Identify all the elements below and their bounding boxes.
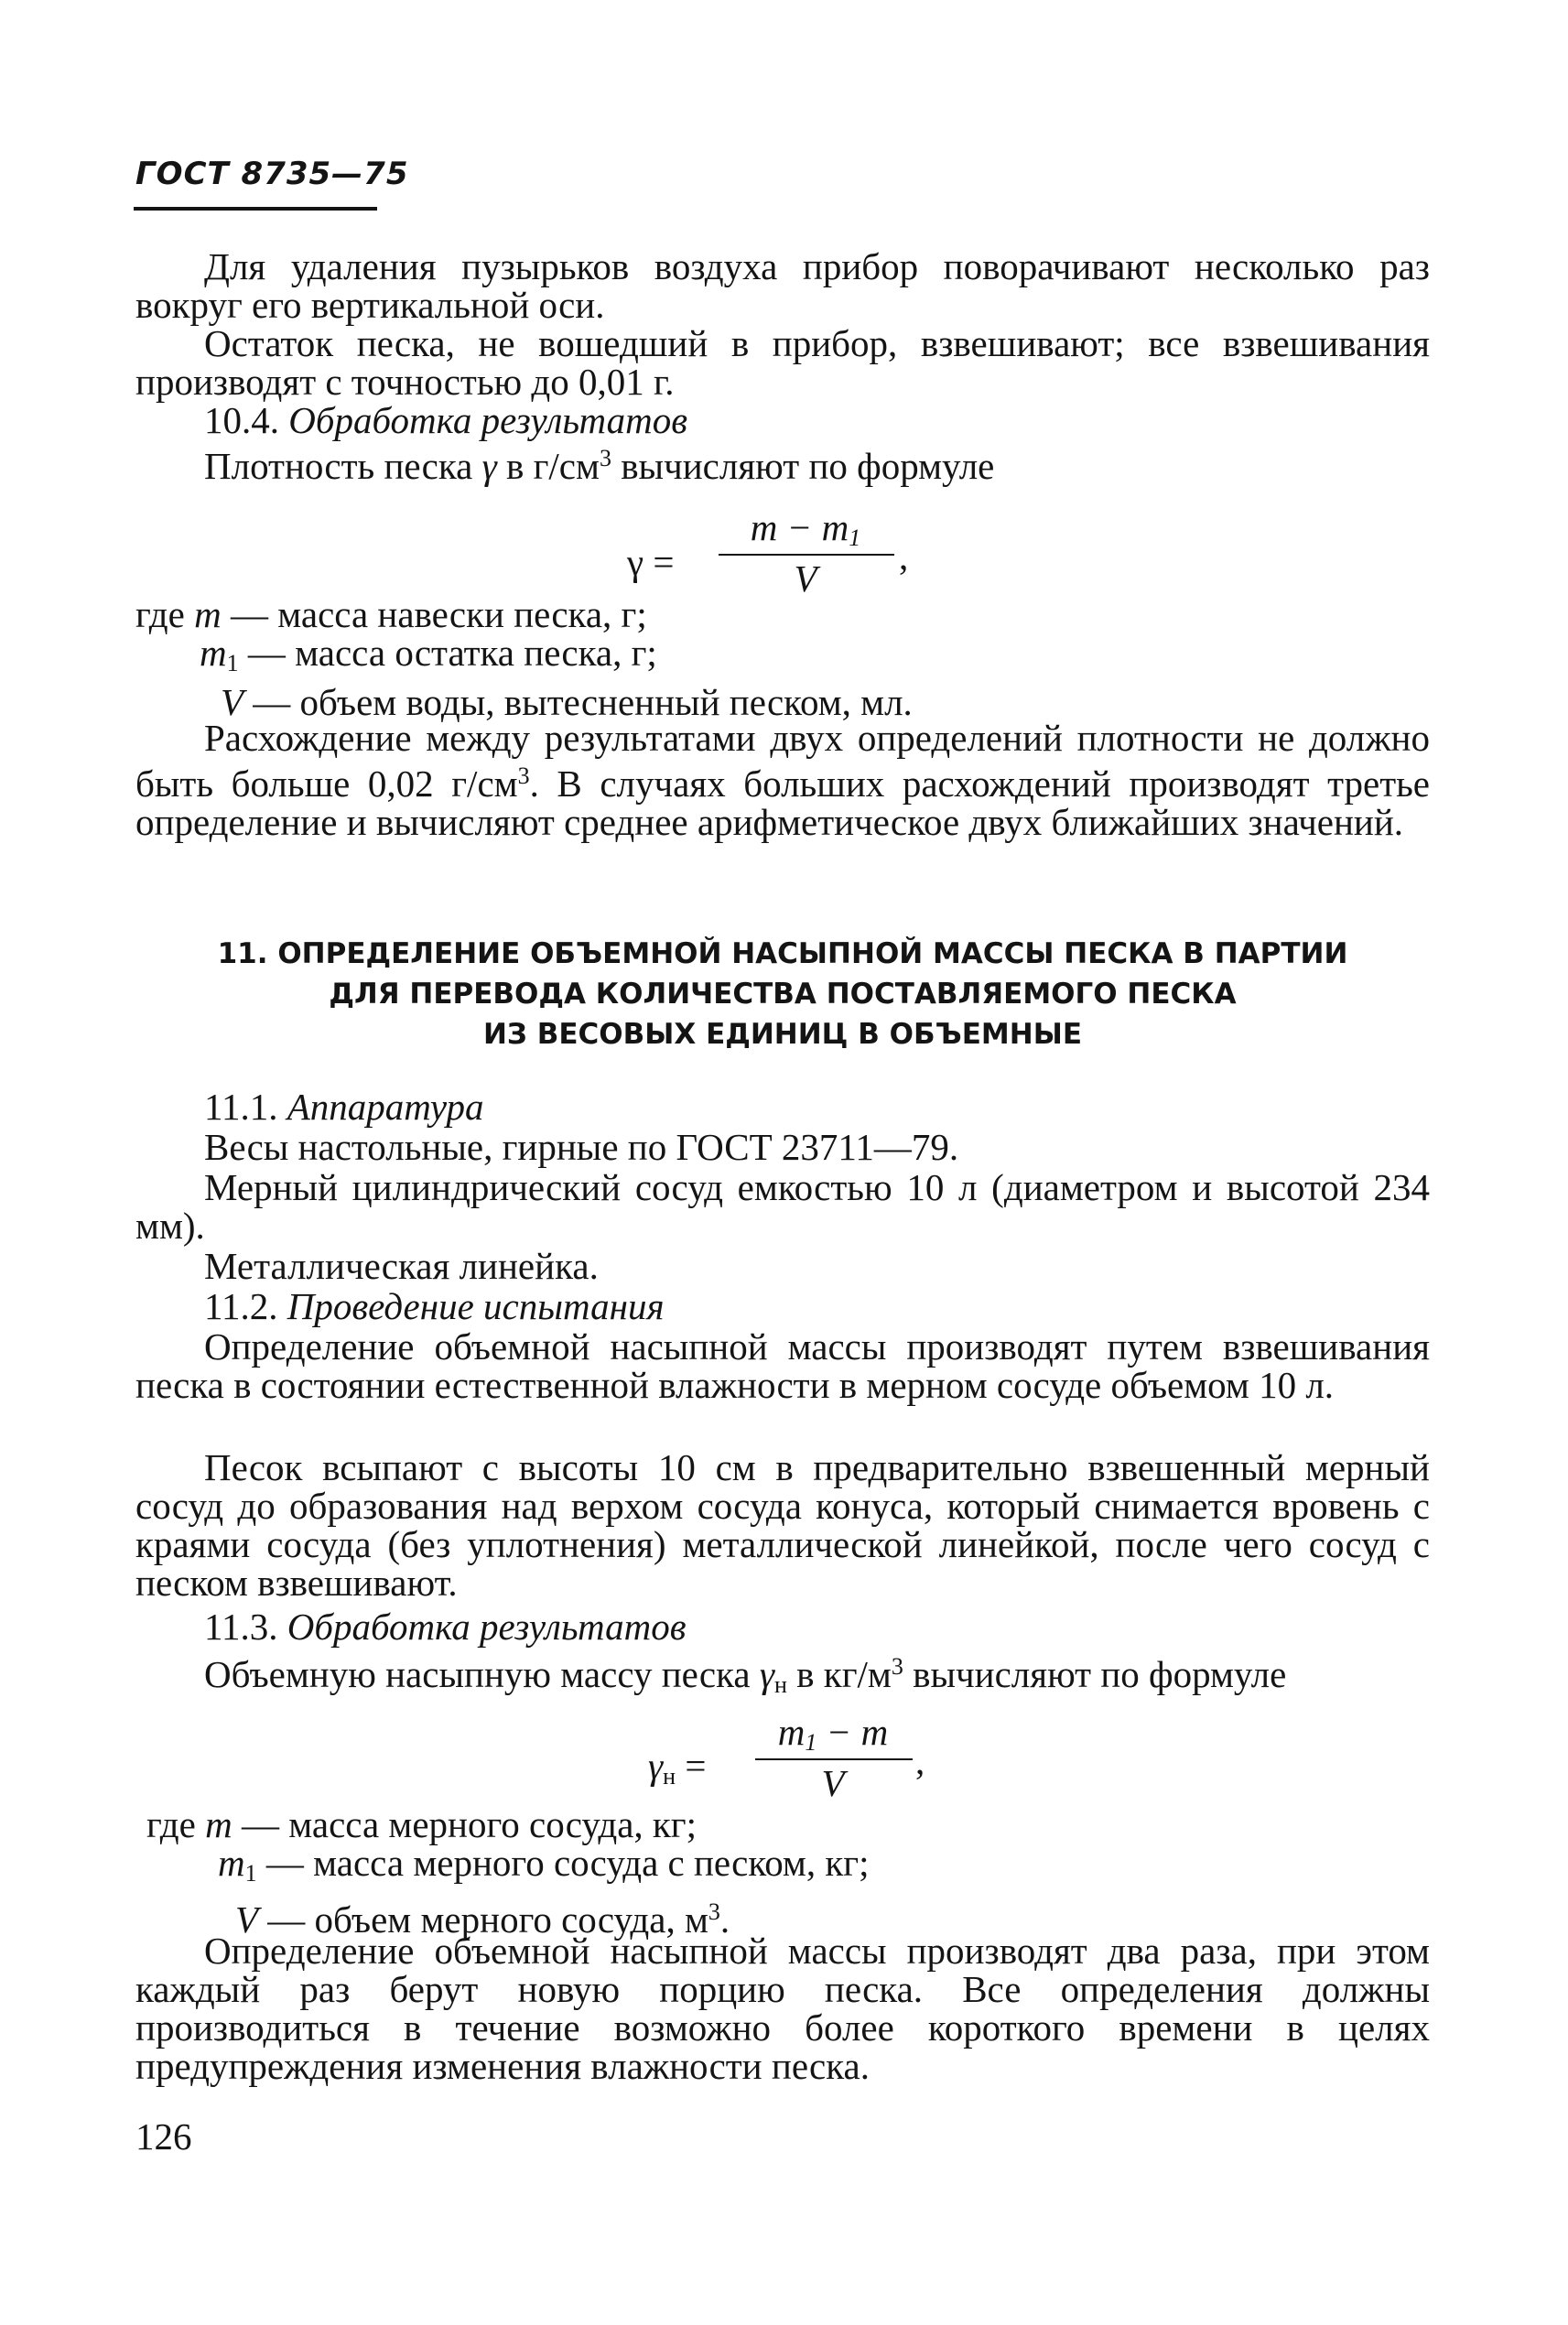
section-title: Обработка результатов xyxy=(288,399,688,441)
definition: — объем мерного сосуда, м xyxy=(258,1898,708,1941)
definition: — масса остатка песка, г; xyxy=(238,632,657,674)
heading-line-1: 11. ОПРЕДЕЛЕНИЕ ОБЪЕМНОЙ НАСЫПНОЙ МАССЫ ПЕСКА В ПАРТИИ xyxy=(217,937,1348,970)
paragraph-bulk-mass-intro xyxy=(135,1648,1430,1704)
numerator-rest: − m xyxy=(816,1711,889,1753)
equals: = xyxy=(676,1745,707,1787)
subscript: 1 xyxy=(226,650,239,676)
paragraph-pouring: Песок всыпают с высоты 10 см в предварительно взвешенный мерный сосуд до образования над верхом сосуда конуса, который снимается вровень с краями сосуда (без уплотнения) металлической линейкой, после чего сосуд с песком взвешивают. xyxy=(135,1446,1430,1604)
var-v: V xyxy=(221,681,244,723)
text: . В случаях больших расхождений производят третье определение и вычисляют среднее арифметическое двух ближайших значений. xyxy=(135,762,1431,843)
section-11-3-heading xyxy=(135,1607,1430,1646)
paragraph-repeat: Определение объемной насыпной массы производят два раза, при этом каждый раз берут новую порцию песка. Все определения должны производиться в течение возможно более короткого времени в целях предупреждения изменения влажности песка. xyxy=(135,1930,1430,2087)
lhs-subscript: н xyxy=(663,1763,676,1790)
lhs-symbol: γ xyxy=(648,1745,664,1787)
where-item-m1 xyxy=(135,633,1430,683)
numerator-text: m − m xyxy=(750,506,849,548)
section-11-2-heading xyxy=(135,1287,1430,1325)
formula-denominator: V xyxy=(821,1762,845,1804)
where-list-2 xyxy=(146,1805,1441,1939)
section-number: 11.1. xyxy=(204,1086,278,1128)
heading-line-3: ИЗ ВЕСОВЫХ ЕДИНИЦ В ОБЪЕМНЫЕ xyxy=(482,1018,1083,1051)
fraction-bar xyxy=(755,1758,913,1760)
subscript: н xyxy=(774,1671,787,1698)
numerator-m: m xyxy=(777,1711,806,1753)
formula-numerator xyxy=(751,1710,915,1757)
gamma-symbol: γ xyxy=(759,1653,774,1695)
section-number: 11.3. xyxy=(204,1606,278,1648)
paragraph-sand-remainder: Остаток песка, не вошедший в прибор, взвешивают; все взвешивания производят с точностью до 0,01 г. xyxy=(135,322,1430,403)
superscript: 3 xyxy=(599,445,611,471)
document-header: ГОСТ 8735—75 xyxy=(135,156,409,192)
formula-denominator: V xyxy=(794,557,817,600)
var-m1: m xyxy=(218,1842,245,1884)
definition: — масса мерного сосуда, кг; xyxy=(232,1803,697,1845)
var-m: m xyxy=(194,593,222,635)
where-list-1 xyxy=(135,595,1430,721)
formula-comma: , xyxy=(899,535,909,578)
where-item-m xyxy=(135,595,1430,633)
section-title: Обработка результатов xyxy=(287,1606,687,1648)
definition: — масса мерного сосуда с песком, кг; xyxy=(256,1842,870,1884)
text: в кг/м xyxy=(786,1653,892,1695)
where-lead: где xyxy=(135,593,195,635)
section-title: Аппаратура xyxy=(287,1086,484,1128)
paragraph-vessel: Мерный цилиндрический сосуд емкостью 10 л (диаметром и высотой 234 мм). xyxy=(135,1166,1430,1247)
paragraph-scales: Весы настольные, гирные по ГОСТ 23711—79. xyxy=(204,1126,959,1168)
where-item-m1 xyxy=(146,1844,1441,1893)
section-10-4-heading xyxy=(135,401,1430,439)
paragraph-ruler: Металлическая линейка. xyxy=(204,1245,599,1287)
fraction-bar xyxy=(719,554,894,556)
period: . xyxy=(719,1898,730,1941)
where-item-v xyxy=(135,683,1430,721)
var-m1: m xyxy=(200,632,227,674)
subscript: 1 xyxy=(244,1860,257,1887)
definition: — масса навески песка, г; xyxy=(221,593,647,635)
where-item-m xyxy=(146,1805,1441,1844)
numerator-subscript: 1 xyxy=(805,1729,817,1756)
text: вычисляют по формуле xyxy=(611,445,995,487)
heading-line-2: ДЛЯ ПЕРЕВОДА КОЛИЧЕСТВА ПОСТАВЛЯЕМОГО ПЕСКА xyxy=(329,978,1237,1011)
page-number: 126 xyxy=(135,2115,192,2157)
header-underline xyxy=(134,207,377,211)
gamma-symbol: γ xyxy=(481,445,497,487)
formula-lhs xyxy=(648,1744,706,1790)
superscript: 3 xyxy=(517,762,530,789)
section-11-1-heading xyxy=(135,1087,1430,1126)
where-lead: где xyxy=(146,1803,206,1845)
formula-numerator xyxy=(714,505,897,552)
text: в г/см xyxy=(496,445,600,487)
paragraph-discrepancy xyxy=(135,719,1430,841)
formula-comma: , xyxy=(915,1740,925,1782)
formula-lhs: γ = xyxy=(627,541,675,583)
paragraph-density-intro xyxy=(135,439,1430,485)
text: Объемную насыпную массу песка xyxy=(204,1653,760,1695)
var-m: m xyxy=(205,1803,232,1845)
section-11-heading xyxy=(135,934,1430,1054)
text: вычисляют по формуле xyxy=(903,1653,1287,1695)
section-title: Проведение испытания xyxy=(287,1285,665,1327)
section-number: 10.4. xyxy=(204,399,279,441)
numerator-subscript: 1 xyxy=(849,524,861,551)
superscript: 3 xyxy=(891,1653,903,1680)
text: Расхождение между результатами двух определений плотности не должно быть больше 0,02 г/см xyxy=(135,717,1430,805)
superscript: 3 xyxy=(708,1898,720,1925)
var-v: V xyxy=(235,1898,259,1941)
section-number: 11.2. xyxy=(204,1285,278,1327)
paragraph-air-bubbles: Для удаления пузырьков воздуха прибор поворачивают несколько раз вокруг его вертикальной оси. xyxy=(135,245,1430,326)
paragraph-bulk-mass-method: Определение объемной насыпной массы производят путем взвешивания песка в состоянии естественной влажности в мерном сосуде объемом 10 л. xyxy=(135,1325,1430,1406)
definition: — объем воды, вытесненный песком, мл. xyxy=(243,681,913,723)
text: Плотность песка xyxy=(204,445,482,487)
